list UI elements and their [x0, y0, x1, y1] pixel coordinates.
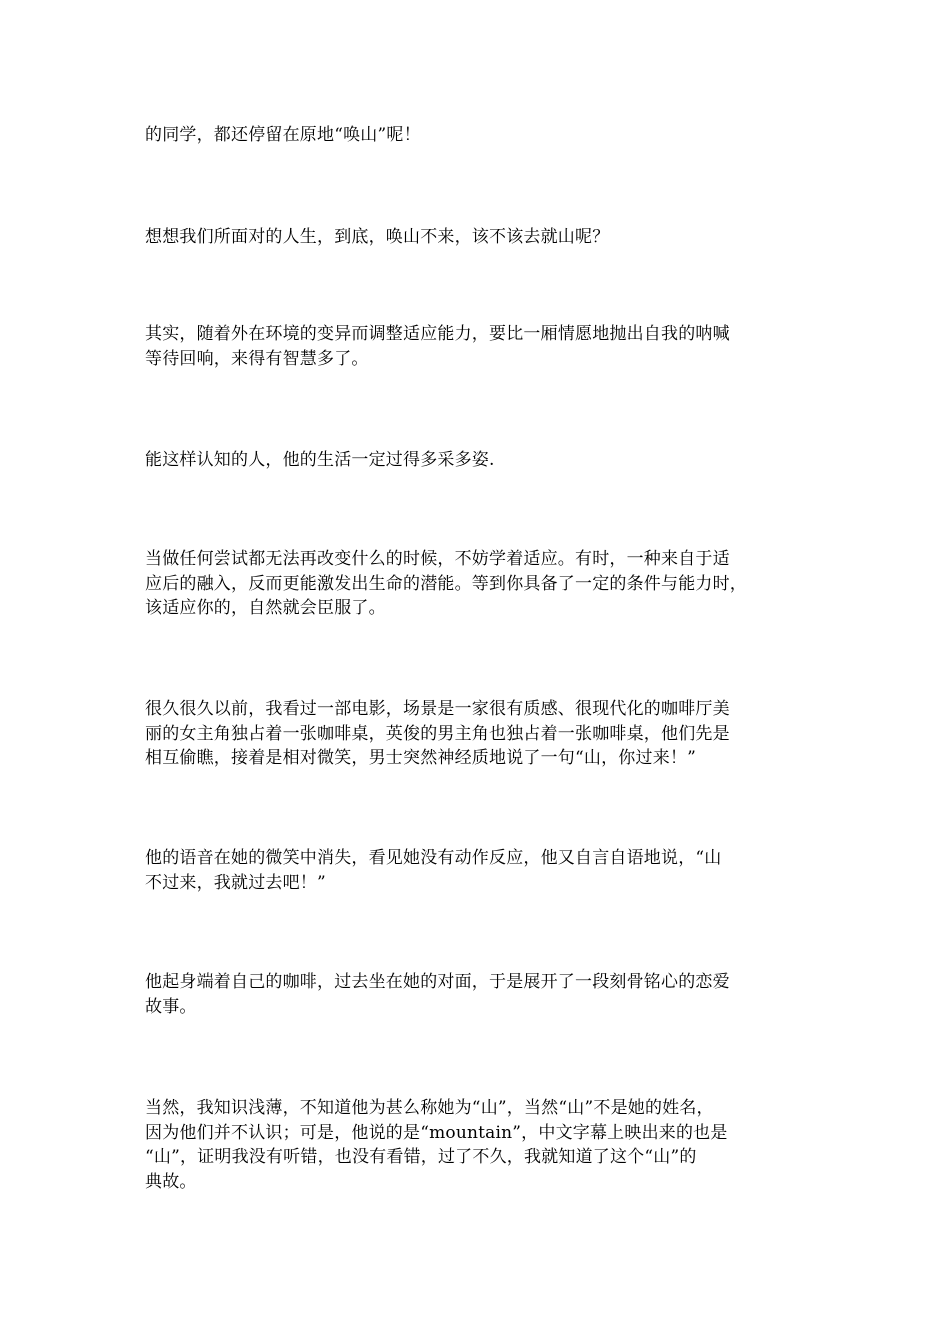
paragraph-line: 相互偷瞧，接着是相对微笑，男士突然神经质地说了一句“山，你过来！”: [145, 748, 696, 768]
paragraph-line: 当做任何尝试都无法再改变什么的时候，不妨学着适应。有时，一种来自于适: [145, 549, 730, 569]
paragraph-line: 他的语音在她的微笑中消失，看见她没有动作反应，他又自言自语地说，“山: [145, 848, 722, 868]
paragraph-9: [145, 1096, 815, 1194]
paragraph-line: 典故。: [145, 1171, 197, 1192]
paragraph-line: 能这样认知的人，他的生活一定过得多采多姿.: [145, 450, 495, 470]
paragraph-line: 等待回响，来得有智慧多了。: [145, 348, 369, 369]
paragraph-line: 他起身端着自己的咖啡，过去坐在她的对面，于是展开了一段刻骨铭心的恋爱: [145, 972, 730, 992]
paragraph-line: 应后的融入，反而更能激发出生命的潜能。等到你具备了一定的条件与能力时，: [145, 573, 747, 594]
paragraph-line: 丽的女主角独占着一张咖啡桌，英俊的男主角也独占着一张咖啡桌，他们先是: [145, 723, 730, 744]
paragraph-line: “山”，证明我没有听错，也没有看错，过了不久，我就知道了这个“山”的: [145, 1147, 697, 1167]
paragraph-1: [145, 123, 815, 148]
paragraph-5: [145, 547, 815, 621]
paragraph-line: 当然，我知识浅薄，不知道他为甚么称她为“山”，当然“山”不是她的姓名，: [145, 1098, 714, 1118]
paragraph-line: 的同学，都还停留在原地“唤山”呢！: [145, 125, 421, 145]
paragraph-2: [145, 225, 815, 250]
paragraph-4: [145, 448, 815, 473]
paragraph-line: 故事。: [145, 996, 197, 1017]
paragraph-line: 不过来，我就过去吧！”: [145, 872, 326, 893]
paragraph-line: 该适应你的，自然就会臣服了。: [145, 598, 386, 618]
paragraph-line: 其实，随着外在环境的变异而调整适应能力，要比一厢情愿地抛出自我的呐喊: [145, 324, 730, 344]
paragraph-line: 很久很久以前，我看过一部电影，场景是一家很有质感、很现代化的咖啡厅美: [145, 699, 730, 719]
paragraph-3: [145, 322, 815, 371]
paragraph-line: 因为他们并不认识；可是，他说的是“mountain”，中文字幕上映出来的也是: [145, 1122, 728, 1143]
paragraph-line: 想想我们所面对的人生，到底，唤山不来，该不该去就山呢？: [145, 227, 610, 247]
paragraph-8: [145, 970, 815, 1019]
paragraph-6: [145, 697, 815, 771]
paragraph-7: [145, 846, 815, 895]
